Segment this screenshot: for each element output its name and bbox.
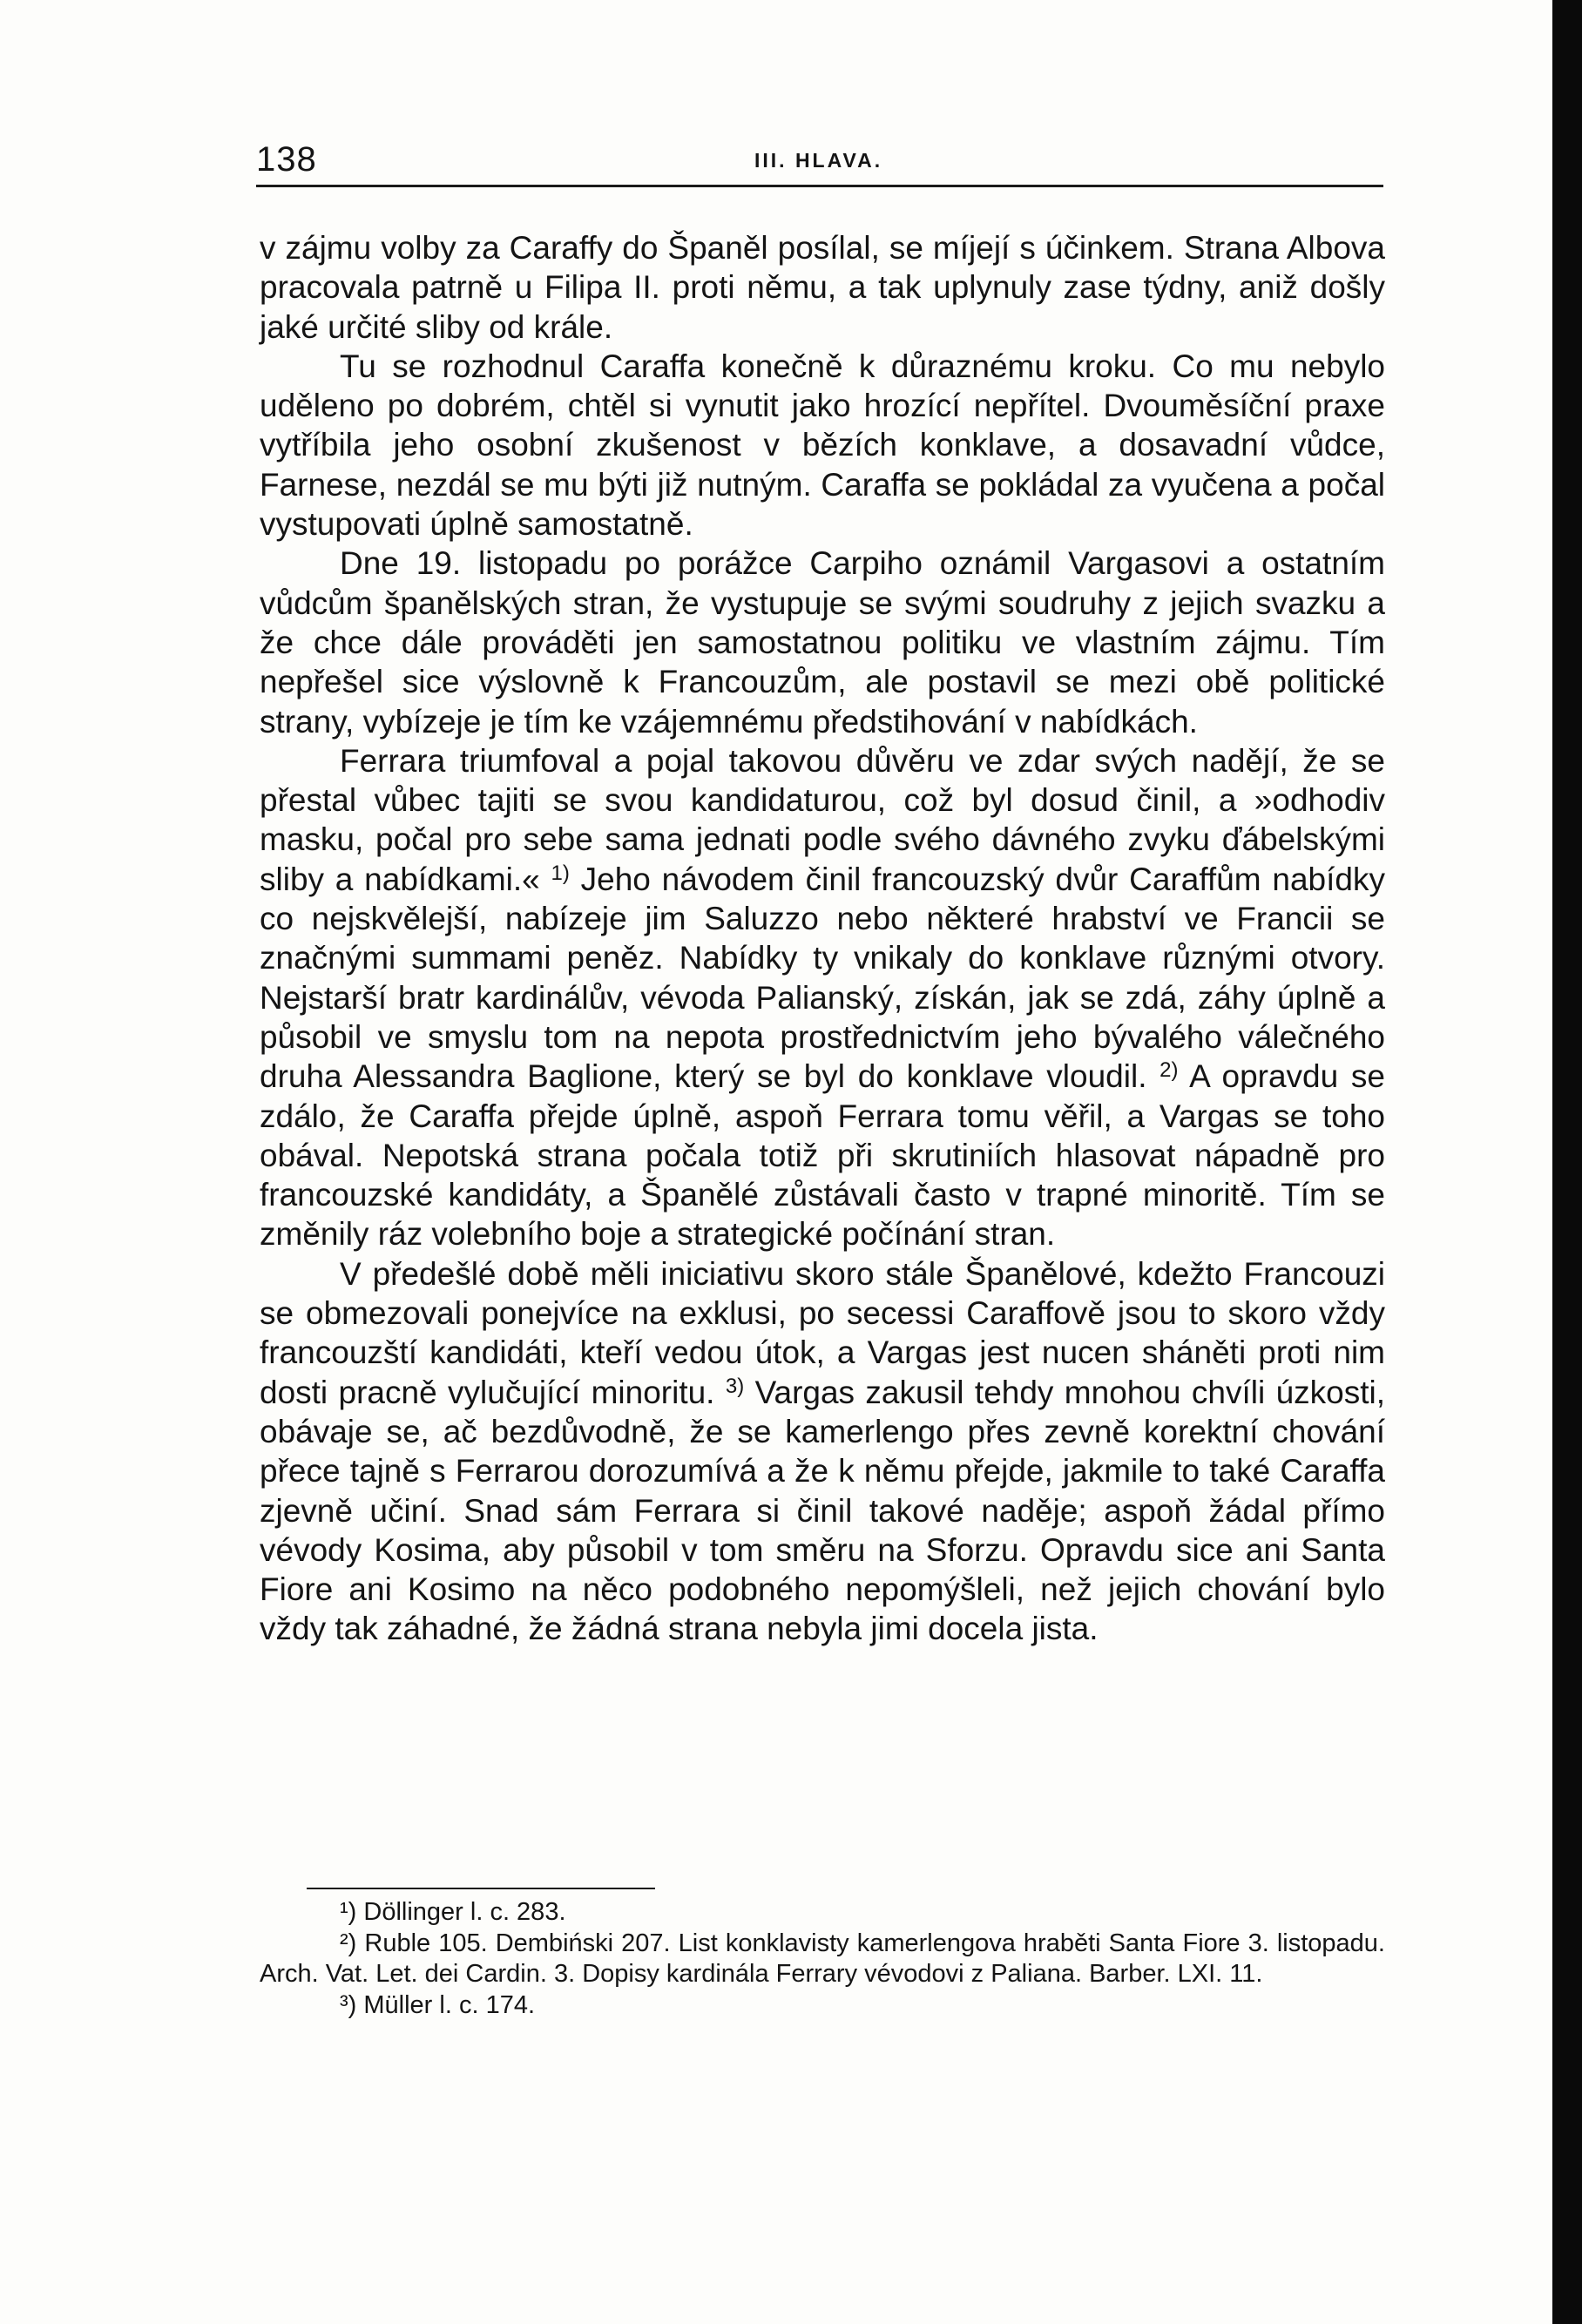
paragraph-text: A opravdu se zdálo, že Caraffa přejde úplně, aspoň Ferrara tomu věřil, a Vargas se toho obával. Nepotská strana počala totiž při skrutiniích hlasovat nápadně pro francouzské kandidáty, a Španělé zůstávali často v trapné minoritě. Tím se změnily ráz volebního boje a strategické počínání stran.: [260, 1058, 1385, 1253]
paragraph-text: V předešlé době měli iniciativu skoro stále Španělové, kdežto Francouzi se obmezovali ponejvíce na exklusi, po secessi Caraffově jsou to skoro vždy francouzští kandidáti, kteří vedou útok, a Vargas jest nucen sháněti proti nim dosti pracně vylučující minoritu.: [260, 1255, 1385, 1410]
footnote-reference: 1): [551, 861, 570, 885]
footnote-mark: ³): [340, 1990, 357, 2019]
footnote-text: Müller l. c. 174.: [356, 1990, 536, 2019]
footnote: [260, 1990, 1385, 2022]
page-number: 138: [256, 140, 317, 179]
header-rule: [256, 185, 1383, 187]
paragraph-text: Dne 19. listopadu po porážce Carpiho oznámil Vargasovi a ostatním vůdcům španělských stran, že vystupuje se svými soudruhy z jejich svazku a že chce dále prováděti jen samostatnou politiku ve vlastním zájmu. Tím nepřešel sice výslovně k Francouzům, ale postavil se mezi obě politické strany, vybízeje je tím ke vzájemnému předstihování v nabídkách.: [260, 545, 1385, 740]
paragraph: [260, 544, 1385, 740]
running-head: III. HLAVA.: [754, 149, 883, 172]
paragraph: [260, 347, 1385, 544]
footnote-reference: 3): [725, 1374, 745, 1398]
paragraph-text: Ferrara triumfoval a pojal takovou důvěru ve zdar svých nadějí, že se přestal vůbec tajiti se svou kandidaturou, což byl dosud činil, a »odhodiv masku, počal pro sebe sama jednati podle svého dávného zvyku ďábelskými sliby a nabídkami.«: [260, 742, 1385, 897]
paragraph-text: Tu se rozhodnul Caraffa konečně k důraznému kroku. Co mu nebylo uděleno po dobrém, chtěl si vynutit jako hrozící nepřítel. Dvouměsíční praxe vytříbila jeho osobní zkušenost v bězích konklave, a dosavadní vůdce, Farnese, nezdál se mu býti již nutným. Caraffa se pokládal za vyučena a počal vystupovati úplně samostatně.: [260, 348, 1385, 543]
paragraph: [260, 741, 1385, 1254]
body-text: [260, 228, 1385, 1649]
footnote-mark: ²): [340, 1929, 357, 1957]
footnotes: [260, 1897, 1385, 2021]
paragraph: [260, 228, 1385, 347]
footnote-reference: 2): [1159, 1058, 1179, 1083]
footnote-text: Döllinger l. c. 283.: [356, 1898, 566, 1926]
paragraph: [260, 1254, 1385, 1649]
footnote-rule: [307, 1888, 655, 1889]
footnote: [260, 1897, 1385, 1929]
footnote-text: Ruble 105. Dembiński 207. List konklavisty kamerlengova hraběti Santa Fiore 3. listopadu. Arch. Vat. Let. dei Cardin. 3. Dopisy kardinála Ferrary vévodovi z Paliana. Barber. LXI. 11.: [260, 1929, 1385, 1988]
paragraph-text: Jeho návodem činil francouzský dvůr Caraffům nabídky co nejskvělejší, nabízeje jim Saluzzo nebo některé hrabství ve Francii se značnými summami peněz. Nabídky ty vnikaly do konklave různými otvory. Nejstarší bratr kardinálův, vévoda Palianský, získán, jak se zdá, záhy úplně a působil ve smyslu tom na nepota prostřednictvím jeho bývalého válečného druha Alessandra Baglione, který se byl do konklave vloudil.: [260, 861, 1385, 1095]
page-edge-shadow: [1552, 0, 1582, 2324]
paragraph-text: Vargas zakusil tehdy mnohou chvíli úzkosti, obávaje se, ač bezdůvodně, že se kamerlengo přes zevně korektní chování přece tajně s Ferrarou dorozumívá a že k němu přejde, jakmile to také Caraffa zjevně učiní. Snad sám Ferrara si činil takové naděje; aspoň žádal přímo vévody Kosima, aby působil v tom směru na Sforzu. Opravdu sice ani Santa Fiore ani Kosimo na něco podobného nepomýšleli, než jejich chování bylo vždy tak záhadné, že žádná strana nebyla jimi docela jista.: [260, 1374, 1386, 1647]
footnote: [260, 1929, 1385, 1990]
footnote-mark: ¹): [340, 1898, 357, 1926]
page-header: [256, 138, 1383, 181]
paragraph-text: v zájmu volby za Caraffy do Španěl posílal, se míjejí s účinkem. Strana Albova pracovala patrně u Filipa II. proti němu, a tak uplynuly zase týdny, aniž došly jaké určité sliby od krále.: [260, 230, 1385, 345]
